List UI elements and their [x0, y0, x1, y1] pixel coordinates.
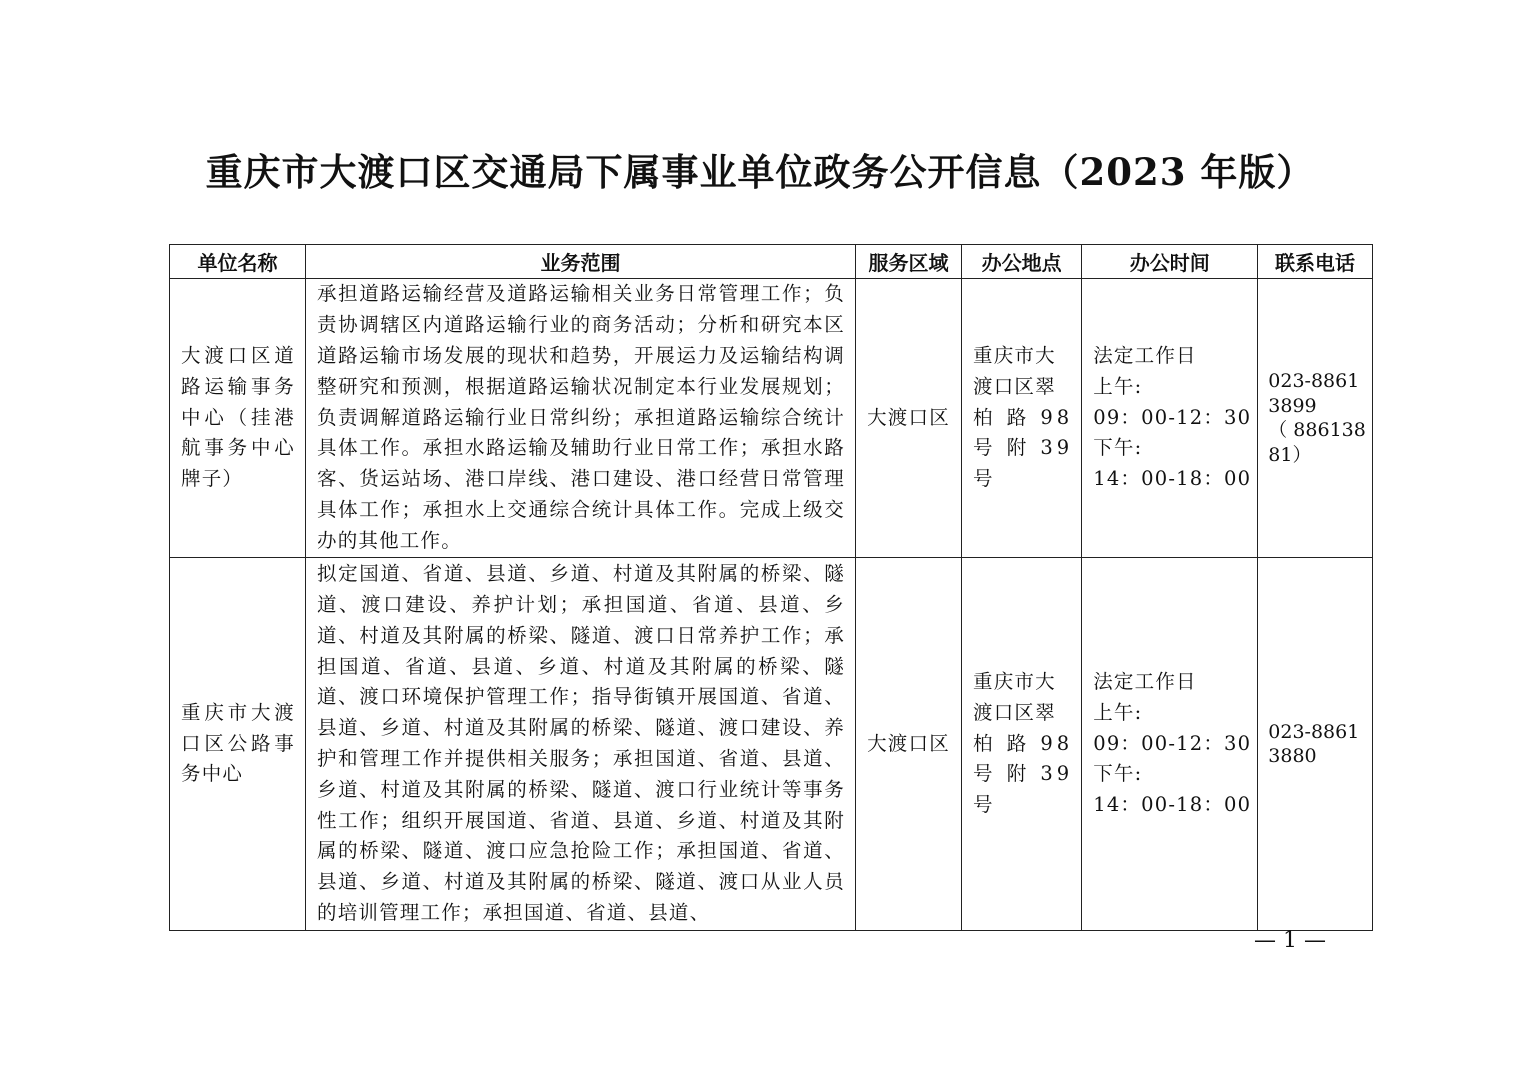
address-line: 柏 路 98: [973, 405, 1074, 429]
address-line: 重庆市大: [973, 344, 1056, 367]
header-phone: 联系电话: [1258, 245, 1373, 279]
hours-line: 法定工作日: [1093, 670, 1197, 693]
header-service-area: 服务区域: [856, 245, 962, 279]
hours-line: 14：00-18：00: [1093, 793, 1252, 817]
address-line: 号: [973, 467, 994, 491]
table-row: [170, 558, 1373, 931]
service-area: 大渡口区: [856, 279, 962, 558]
phone-line: （ 886138: [1268, 419, 1366, 441]
info-table: [169, 244, 1373, 931]
phone-line: 3899: [1268, 394, 1317, 417]
office-address: [962, 279, 1082, 558]
phone-line: 3880: [1268, 745, 1317, 767]
office-hours: [1082, 279, 1258, 558]
page-number: — 1 —: [1254, 928, 1326, 953]
header-business-scope: 业务范围: [306, 245, 856, 279]
address-line: 渡口区翠: [973, 700, 1056, 724]
document-title: 重庆市大渡口区交通局下属事业单位政务公开信息（2023 年版）: [205, 150, 1315, 194]
address-line: 号 附 39: [973, 436, 1074, 460]
table-row: [170, 279, 1373, 558]
hours-line: 下午:: [1093, 762, 1143, 786]
address-line: 号: [973, 793, 994, 817]
office-address: [962, 558, 1082, 931]
phone-line: 81）: [1268, 443, 1312, 466]
service-area: 大渡口区: [856, 558, 962, 931]
header-office-address: 办公地点: [962, 245, 1082, 279]
business-scope: 拟定国道、省道、县道、乡道、村道及其附属的桥梁、隧道、渡口建设、养护计划；承担国道、省道、县道、乡道、村道及其附属的桥梁、隧道、渡口日常养护工作；承担国道、省道、县道、乡道、村道及其附属的桥梁、隧道、渡口环境保护管理工作；指导街镇开展国道、省道、县道、乡道、村道及其附属的桥梁、隧道、渡口建设、养护和管理工作并提供相关服务；承担国道、省道、县道、乡道、村道及其附属的桥梁、隧道、渡口行业统计等事务性工作；组织开展国道、省道、县道、乡道、村道及其附属的桥梁、隧道、渡口应急抢险工作；承担国道、省道、县道、乡道、村道及其附属的桥梁、隧道、渡口从业人员的培训管理工作；承担国道、省道、县道、: [306, 558, 856, 931]
hours-line: 上午:: [1093, 374, 1143, 398]
hours-line: 09：00-12：30: [1093, 731, 1252, 755]
hours-line: 下午:: [1093, 436, 1143, 460]
unit-name: 重庆市大渡口区公路事务中心: [170, 558, 306, 931]
office-hours: [1082, 558, 1258, 931]
phone-line: 023-8861: [1268, 370, 1360, 392]
phone-number: [1258, 279, 1373, 558]
phone-number: [1258, 558, 1373, 931]
unit-name: 大渡口区道路运输事务中心（挂港航事务中心牌子）: [170, 279, 306, 558]
header-office-hours: 办公时间: [1082, 245, 1258, 279]
hours-line: 09：00-12：30: [1093, 405, 1252, 429]
hours-line: 14：00-18：00: [1093, 467, 1252, 491]
table-header-row: [170, 245, 1373, 279]
address-line: 渡口区翠: [973, 374, 1056, 398]
business-scope: 承担道路运输经营及道路运输相关业务日常管理工作；负责协调辖区内道路运输行业的商务活动；分析和研究本区道路运输市场发展的现状和趋势，开展运力及运输结构调整研究和预测，根据道路运输状况制定本行业发展规划；负责调解道路运输行业日常纠纷；承担道路运输综合统计具体工作。承担水路运输及辅助行业日常工作；承担水路客、货运站场、港口岸线、港口建设、港口经营日常管理具体工作；承担水上交通综合统计具体工作。完成上级交办的其他工作。: [306, 279, 856, 558]
phone-line: 023-8861: [1268, 720, 1360, 743]
header-unit-name: 单位名称: [170, 245, 306, 279]
address-line: 号 附 39: [973, 762, 1074, 786]
address-line: 重庆市大: [973, 670, 1056, 693]
address-line: 柏 路 98: [973, 731, 1074, 755]
hours-line: 上午:: [1093, 700, 1143, 724]
hours-line: 法定工作日: [1093, 344, 1197, 367]
